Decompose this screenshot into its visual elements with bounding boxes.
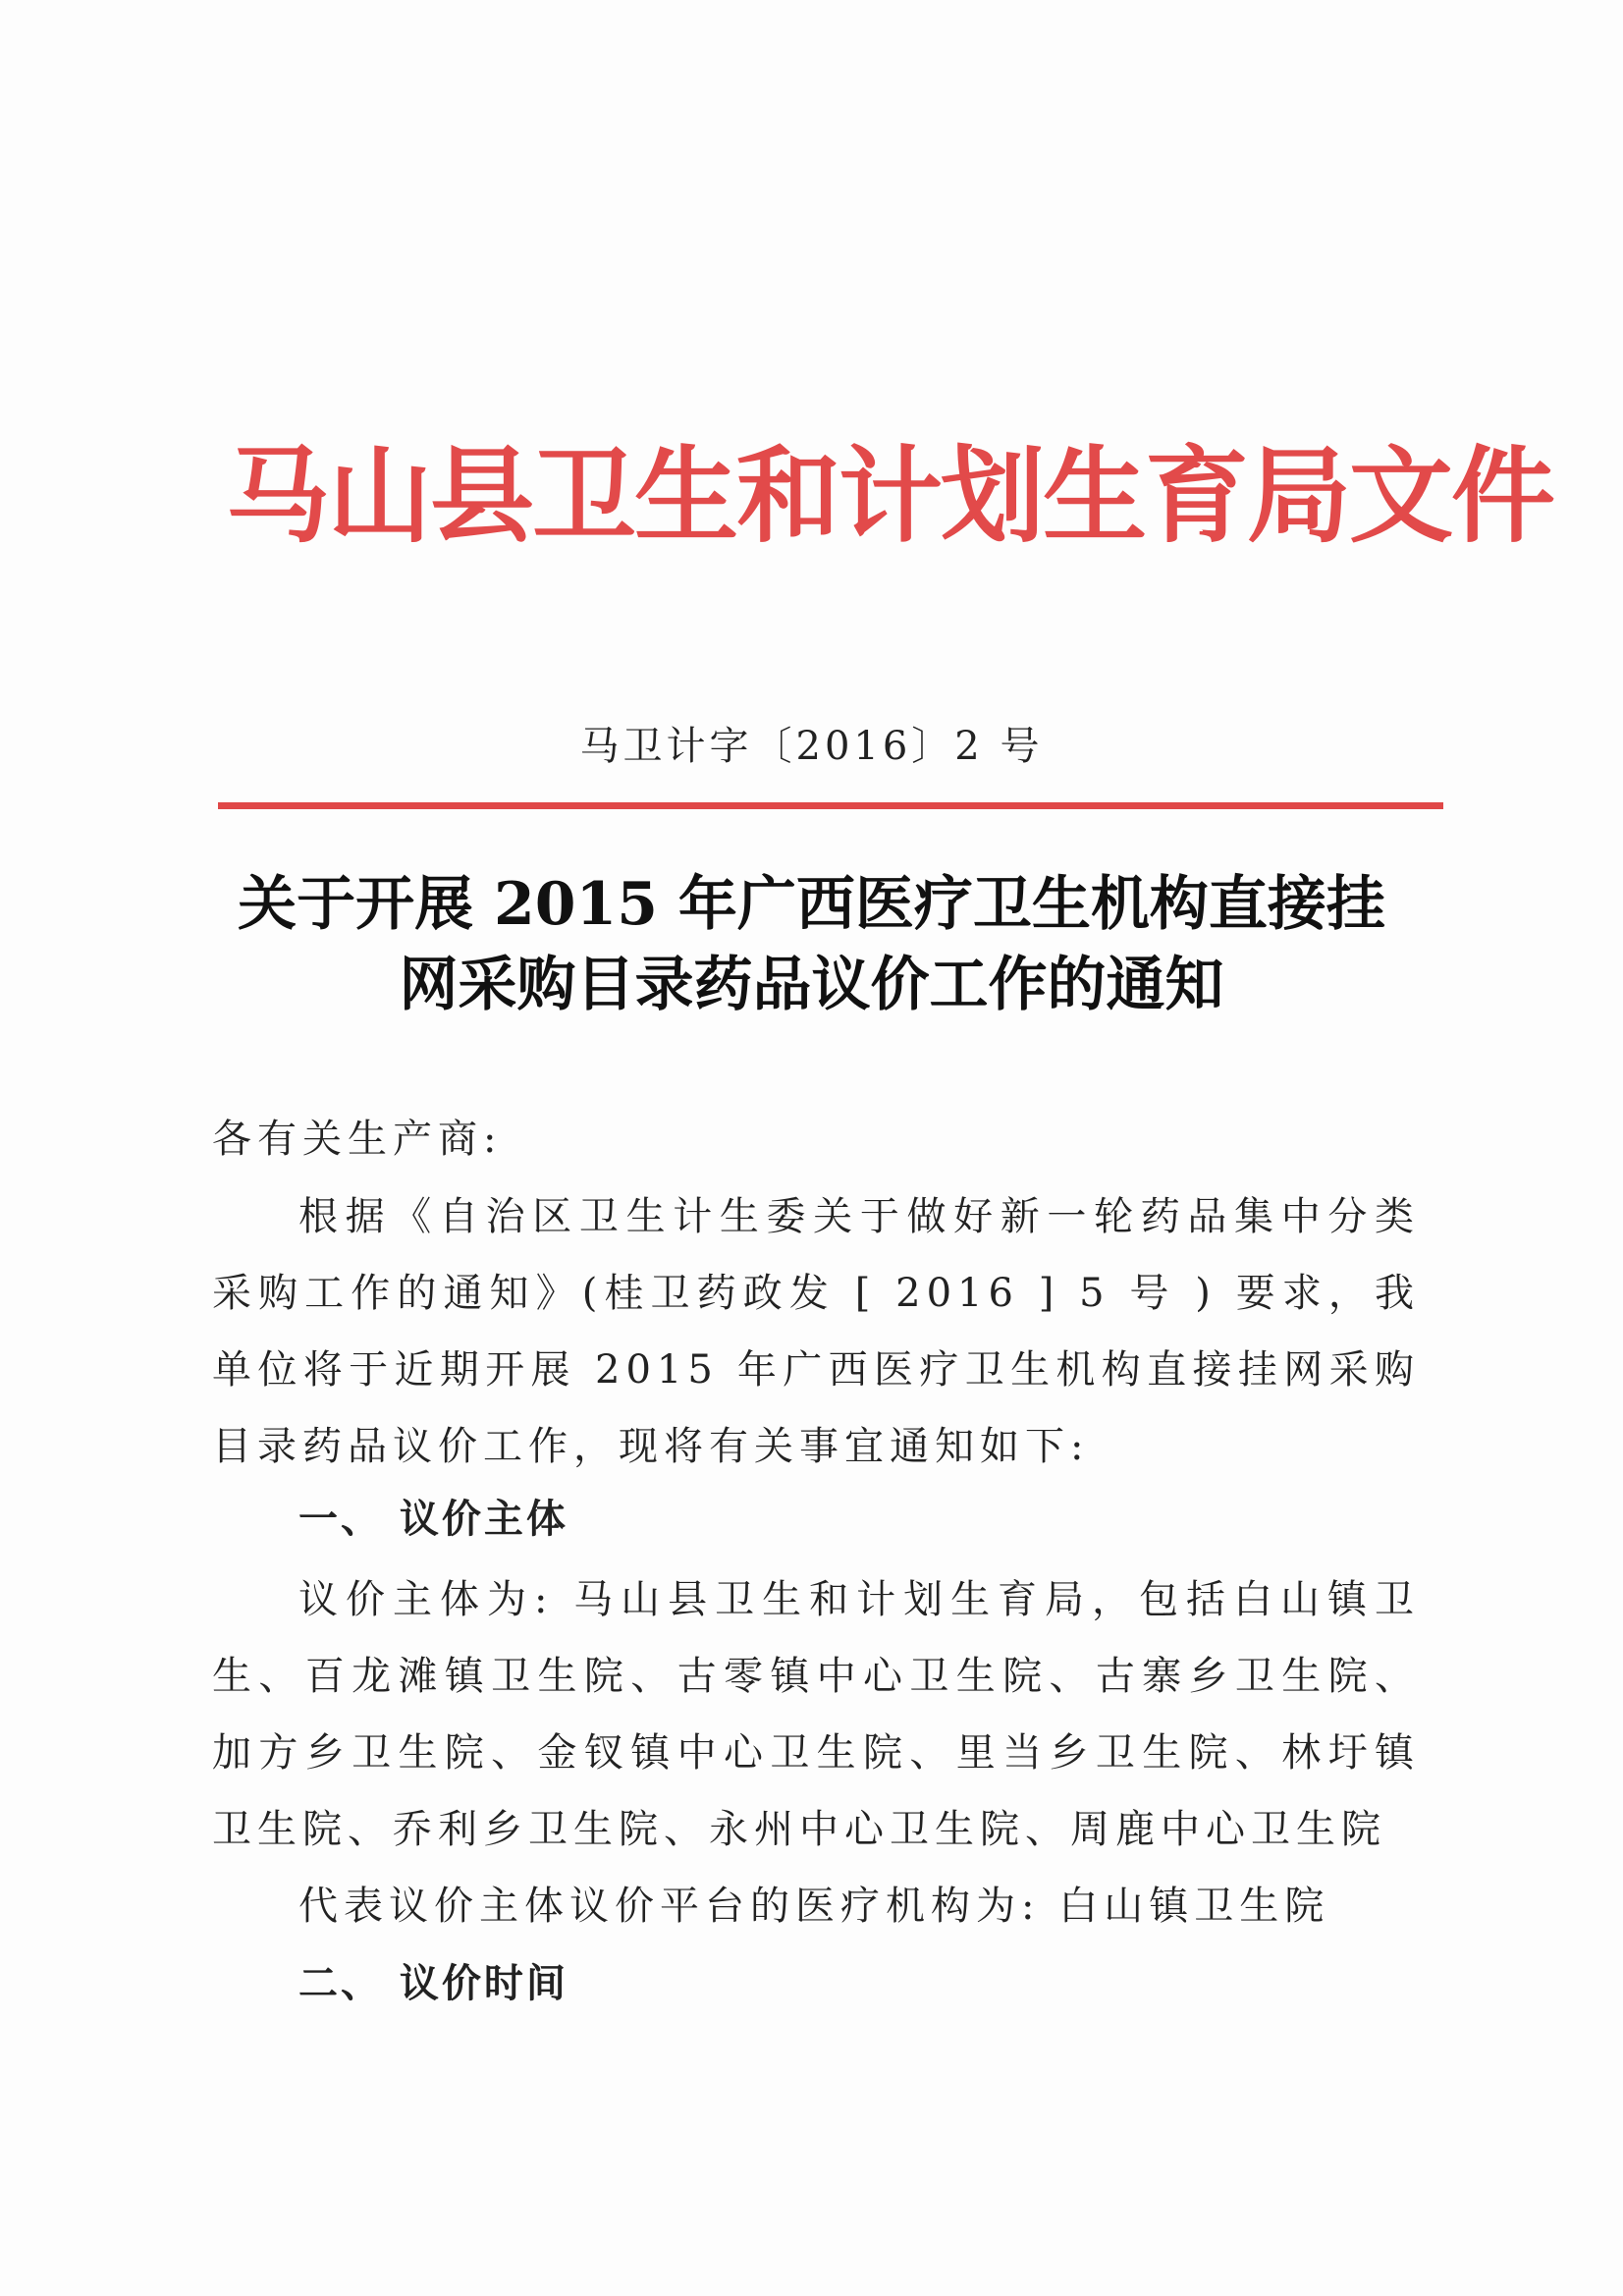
masthead-title: 马山县卫生和计划生育局文件: [226, 434, 1553, 557]
paragraph-intro: 根据《自治区卫生计生委关于做好新一轮药品集中分类采购工作的通知》(桂卫药政发 [ 2016 ] 5 号 ) 要求，我单位将于近期开展 2015 年广西医疗卫生机构直接挂网采购目录药品议价工作，现将有关事宜通知如下:: [212, 1194, 1420, 1469]
notice-title: [0, 864, 1623, 1025]
salutation: 各有关生产商:: [212, 1117, 503, 1162]
document-number: 马卫计字〔2016〕2 号: [579, 724, 1044, 769]
paragraph-bargaining-entities: 议价主体为: 马山县卫生和计划生育局，包括白山镇卫生、百龙滩镇卫生院、古零镇中心卫生院、古寨乡卫生院、加方乡卫生院、金钗镇中心卫生院、里当乡卫生院、林圩镇卫生院、乔利乡卫生院、永州中心卫生院、周鹿中心卫生院: [212, 1577, 1420, 1852]
notice-title-line-2: 网采购目录药品议价工作的通知: [399, 951, 1224, 1019]
paragraph-representative-institution: 代表议价主体议价平台的医疗机构为: 白山镇卫生院: [298, 1884, 1330, 1929]
section-heading-2: 二、 议价时间: [298, 1961, 568, 2006]
section-heading-1: 一、 议价主体: [298, 1497, 568, 1542]
notice-title-line-1: 关于开展 2015 年广西医疗卫生机构直接挂: [238, 870, 1385, 939]
red-divider-line: [218, 802, 1443, 809]
